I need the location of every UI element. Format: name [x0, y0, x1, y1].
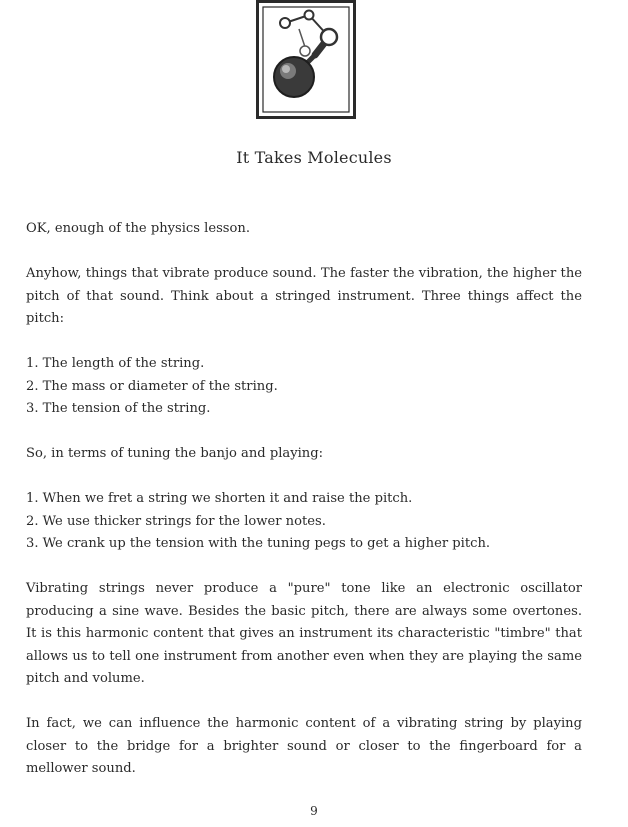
paragraph: Vibrating strings never produce a "pure" tone like an electronic oscillator producing a sine wave. Besides the basic pitch, there are always some overtones. It is this harmonic content that gives an instrument its characteristic "timbre" that allows us to tell one instrument from another even when they are playing the same pitch and volume. [26, 581, 582, 686]
list-item: 1. When we fret a string we shorten it and raise the pitch. [26, 491, 413, 506]
molecule-icon [259, 3, 353, 116]
paragraph: So, in terms of tuning the banjo and playing: [26, 446, 324, 461]
list-item: 1. The length of the string. [26, 356, 205, 371]
molecule-logo [256, 0, 356, 119]
list-item: 2. We use thicker strings for the lower notes. [26, 513, 326, 529]
list-item: 3. The tension of the string. [26, 401, 211, 416]
page-title: It Takes Molecules [236, 148, 392, 167]
pitch-factor-list [26, 353, 582, 421]
body-text [26, 218, 582, 803]
list-item: 3. We crank up the tension with the tuning pegs to get a higher pitch. [26, 536, 491, 551]
paragraph: In fact, we can influence the harmonic content of a vibrating string by playing closer to the bridge for a brighter sound or closer to the fingerboard for a mellower sound. [26, 716, 582, 776]
list-item: 2. The mass or diameter of the string. [26, 378, 278, 394]
page-number: 9 [310, 804, 318, 818]
paragraph: OK, enough of the physics lesson. [26, 221, 251, 236]
tuning-list [26, 488, 582, 556]
paragraph: Anyhow, things that vibrate produce sound. The faster the vibration, the higher the pitch of that sound. Think about a stringed instrument. Three things affect the pitch: [26, 266, 582, 326]
